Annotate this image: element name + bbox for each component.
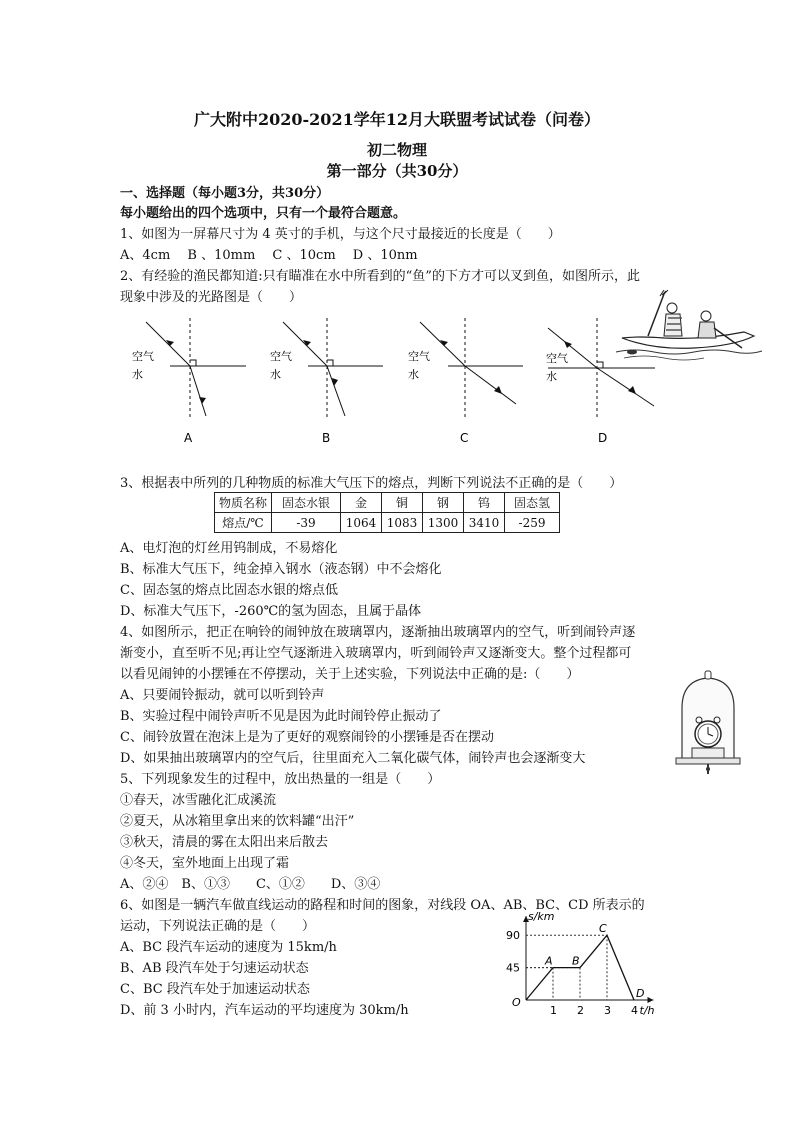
table-cell: 1083 [382,513,423,533]
q1-stem: 1、如图为一屏幕尺寸为 4 英寸的手机，与这个尺寸最接近的长度是（ ） [120,227,561,242]
table-cell: 物质名称 [215,493,272,513]
q5-item-3: ③秋天，清晨的雾在太阳出来后散去 [120,835,329,850]
air-label-a: 空气 [132,350,154,363]
table-cell: 钢 [423,493,464,513]
melting-point-table [214,492,560,533]
table-cell: 固态水银 [272,493,341,513]
table-cell: 金 [341,493,382,513]
x-axis-arrow [648,997,654,1003]
y-tick-label: 45 [506,961,520,975]
q2-ray-diagrams [118,318,658,450]
option-label-a: A [184,431,193,445]
origin-label: O [512,996,521,1009]
q4-option-a: A、只要闹铃振动，就可以听到铃声 [120,688,325,703]
q5-item-1: ①春天，冰雪融化汇成溪流 [120,793,277,808]
exam-title: 广大附中2020-2021学年12月大联盟考试试卷（问卷） [194,110,600,129]
q4-stem-line1: 4、如图所示，把正在响铃的闹钟放在玻璃罩内，逐渐抽出玻璃罩内的空气，听到闹铃声逐 [120,625,636,640]
point-label: B [572,954,580,968]
table-cell: 1064 [341,513,382,533]
ray-diagram-c [408,318,523,445]
q6-option-b: B、AB 段汽车处于匀速运动状态 [120,961,309,976]
y-axis-label: s/km [528,910,555,923]
point-label: C [599,922,607,936]
air-label-c: 空气 [408,350,430,363]
q5-item-2: ②夏天，从冰箱里拿出来的饮料罐“出汗” [120,814,355,829]
x-tick-label: 4 [631,1004,638,1017]
q4-stem-line3: 以看见闹钟的小摆锤在不停摆动，关于上述实验，下列说法中正确的是:（ ） [120,667,580,682]
x-axis-label: t/h [639,1004,655,1017]
q6-stem-line1: 6、如图是一辆汽车做直线运动的路程和时间的图象，对线段 OA、AB、BC、CD 所表示的 [120,898,645,913]
q5-options: A、②④ B、①③ C、①② D、③④ [120,877,381,892]
q1-options: A、4cm B 、10mm C 、10cm D 、10nm [120,248,418,263]
q5-item-4: ④冬天，室外地面上出现了霜 [120,856,290,871]
ray-diagram-d [546,318,655,445]
y-tick-label: 90 [506,929,520,943]
water-label-c: 水 [408,368,419,381]
q3-option-a: A、电灯泡的灯丝用钨制成，不易熔化 [120,541,338,556]
option-label-c: C [460,431,469,445]
table-cell: 铜 [382,493,423,513]
x-tick-label: 2 [577,1004,584,1017]
q6-stem-line2: 运动，下列说法正确的是（ ） [120,919,316,934]
table-cell: -39 [272,513,341,533]
option-label-d: D [598,431,608,445]
q6-option-a: A、BC 段汽车运动的速度为 15km/h [120,940,337,955]
q4-option-c: C、闹铃放置在泡沫上是为了更好的观察闹铃的小摆锤是否在摆动 [120,730,494,745]
q4-stem-line2: 渐变小，直至听不见;再让空气逐渐进入玻璃罩内，听到闹铃声又逐渐变大。整个过程都可 [120,646,632,661]
water-label-b: 水 [270,368,281,381]
air-label-d: 空气 [546,352,568,365]
subject-title: 初二物理 [366,141,427,159]
table-cell: 固态氢 [505,493,560,513]
q6-option-c: C、BC 段汽车处于加速运动状态 [120,982,310,997]
part-title: 第一部分（共30分） [326,162,468,180]
q3-stem: 3、根据表中所列的几种物质的标准大气压下的熔点，判断下列说法不正确的是（ ） [120,476,623,491]
water-label-d: 水 [546,370,557,383]
q3-option-b: B、标准大气压下，纯金掉入钢水（液态钢）中不会熔化 [120,562,442,577]
q5-stem: 5、下列现象发生的过程中，放出热量的一组是（ ） [120,772,441,787]
q4-option-b: B、实验过程中闹铃声听不见是因为此时闹铃停止振动了 [120,709,442,724]
distance-time-chart [500,908,670,1020]
x-tick-label: 3 [604,1004,611,1017]
table-row [215,513,560,533]
bell-jar-illustration [672,668,744,778]
section-heading: 一、选择题（每小题3分，共30分） [120,186,330,201]
table-cell: 3410 [464,513,505,533]
point-label: A [545,954,553,968]
q6-option-d: D、前 3 小时内，汽车运动的平均速度为 30km/h [120,1003,409,1018]
ray-diagram-a [132,318,246,445]
air-label-b: 空气 [270,350,292,363]
table-row [215,493,560,513]
x-tick-label: 1 [550,1004,557,1017]
table-cell: 钨 [464,493,505,513]
table-cell: -259 [505,513,560,533]
option-label-b: B [322,431,331,445]
q3-option-c: C、固态氢的熔点比固态水银的熔点低 [120,583,338,598]
water-label-a: 水 [132,368,143,381]
table-cell: 熔点/℃ [215,513,272,533]
point-label: D [636,987,645,1000]
q2-stem-line2: 现象中涉及的光路图是（ ） [120,290,303,305]
q4-option-d: D、如果抽出玻璃罩内的空气后，往里面充入二氧化碳气体，闹铃声也会逐渐变大 [120,751,586,766]
q3-option-d: D、标准大气压下，-260℃的氢为固态，且属于晶体 [120,604,422,619]
table-cell: 1300 [423,513,464,533]
q2-stem-line1: 2、有经验的渔民都知道:只有瞄准在水中所看到的“鱼”的下方才可以叉到鱼，如图所示，此 [120,269,640,284]
instruction: 每小题给出的四个选项中，只有一个最符合题意。 [120,206,407,221]
ray-diagram-b [270,318,383,445]
